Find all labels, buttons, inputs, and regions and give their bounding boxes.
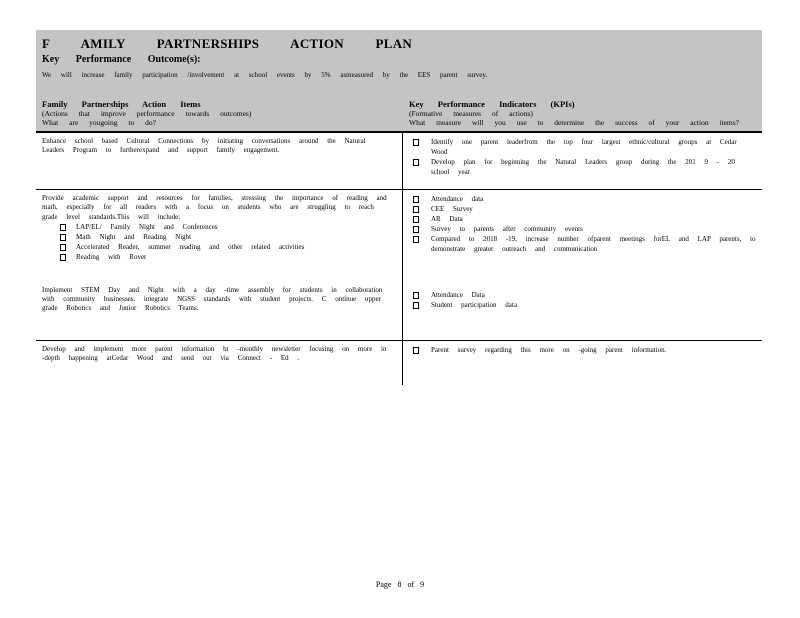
action-item-text: Math Night and Reading Night xyxy=(76,232,192,241)
list-item xyxy=(60,242,396,252)
kpi-text: Parent survey regarding this more on -going parent information. xyxy=(431,346,667,354)
action-text: Implement STEM Day and Night with a day -time assembly for students in collaboration with community businesses, integrate NGSS standards with student projects. C ontinue upper grade Robotics and Junior Robotics Teams. xyxy=(42,285,383,313)
action-item-text: Reading with Rover xyxy=(76,252,147,261)
checkbox-bullet-icon xyxy=(413,159,419,166)
list-item xyxy=(60,252,396,262)
left-column-question: What are yougoing to do? xyxy=(42,118,156,127)
outcomes-heading: Key Performance Outcome(s): xyxy=(42,54,201,65)
outcome-statement: We will increase family participation /involvement at school events by 5% asmeasured by the EES parent survey. xyxy=(42,71,488,79)
action-text: Enhance school based Cultural Connections by initiating conversations around the Natural Leaders Program to furtherexpand and support family engagement. xyxy=(42,137,366,155)
checkbox-bullet-icon xyxy=(413,196,419,203)
kpi-text: Survey to parents after community events xyxy=(431,225,583,233)
action-cell xyxy=(36,133,403,189)
kpi-text: Identify one parent leaderfrom the top four largest ethnic/cultural groups at Cedar Wood xyxy=(431,138,737,156)
kpi-list xyxy=(413,345,756,355)
list-item xyxy=(60,222,396,232)
list-item xyxy=(413,137,756,157)
list-item xyxy=(413,300,756,310)
checkbox-bullet-icon xyxy=(413,216,419,223)
list-item xyxy=(413,204,756,214)
checkbox-bullet-icon xyxy=(60,254,66,261)
list-item xyxy=(413,157,756,177)
right-column-header xyxy=(409,99,756,127)
action-table xyxy=(36,131,762,385)
kpi-text: Student participation data xyxy=(431,301,517,309)
page-number: Page 8 of 9 xyxy=(375,580,425,589)
checkbox-bullet-icon xyxy=(413,236,419,243)
checkbox-bullet-icon xyxy=(413,347,419,354)
kpi-cell xyxy=(403,133,762,189)
checkbox-bullet-icon xyxy=(60,224,66,231)
kpi-text: Attendance data xyxy=(431,195,484,203)
list-item xyxy=(413,345,756,355)
checkbox-bullet-icon xyxy=(60,234,66,241)
right-column-title: Key Performance Indicators (KPIs) xyxy=(409,99,575,109)
table-row xyxy=(36,190,762,341)
checkbox-bullet-icon xyxy=(413,292,419,299)
action-plan-page xyxy=(36,30,762,385)
kpi-cell xyxy=(403,190,762,340)
right-column-question: What measure will you use to determine the success of your action items? xyxy=(409,118,740,127)
action-text: Provide academic support and resources for families, stressing the importance of reading and math, especially for all readers with a focus on students who are struggling to reach grade level standards.This will include: xyxy=(42,194,387,221)
page-title: F AMILY PARTNERSHIPS ACTION PLAN xyxy=(42,36,413,51)
action-item-text: Accelerated Reader, summer reading and other related activities xyxy=(76,242,305,251)
kpi-list xyxy=(413,194,756,254)
checkbox-bullet-icon xyxy=(60,244,66,251)
checkbox-bullet-icon xyxy=(413,139,419,146)
left-column-header xyxy=(42,99,409,127)
table-row xyxy=(36,133,762,190)
kpi-list xyxy=(413,137,756,177)
checkbox-bullet-icon xyxy=(413,302,419,309)
kpi-text: AR Data xyxy=(431,215,463,223)
kpi-cell xyxy=(403,341,762,385)
column-headers xyxy=(42,99,756,131)
checkbox-bullet-icon xyxy=(413,206,419,213)
kpi-text: CEE Survey xyxy=(431,205,473,213)
header-band xyxy=(36,30,762,131)
list-item xyxy=(413,194,756,204)
action-text: Develop and implement more parent information bi -monthly newsletter focusing on more in -depth happening atCedar Wood and send out via Connect - Ed . xyxy=(42,345,387,363)
action-cell xyxy=(36,341,403,385)
left-column-title: Family Partnerships Action Items xyxy=(42,99,201,109)
kpi-list xyxy=(413,290,756,310)
checkbox-bullet-icon xyxy=(413,226,419,233)
list-item xyxy=(413,224,756,234)
kpi-text: Develop plan for beginning the Natural Leaders group during the 201 9 - 20 school year xyxy=(431,158,735,176)
action-cell xyxy=(36,190,403,340)
list-item xyxy=(413,234,756,254)
right-column-subtitle: (Formative measures of actions) xyxy=(409,109,533,118)
list-item xyxy=(413,214,756,224)
left-column-subtitle: (Actions that improve performance towards outcomes) xyxy=(42,109,252,118)
action-sub-list xyxy=(42,222,396,262)
list-item xyxy=(413,290,756,300)
kpi-text: Attendance Data xyxy=(431,291,485,299)
action-item-text: LAP/EL/ Family Night and Conferences xyxy=(76,222,218,231)
kpi-text: Compared to 2018 -19, increase number ofparent meetings forEL and LAP parents, to demonstrate greater outreach and communication xyxy=(431,235,756,253)
list-item xyxy=(60,232,396,242)
table-row xyxy=(36,341,762,385)
